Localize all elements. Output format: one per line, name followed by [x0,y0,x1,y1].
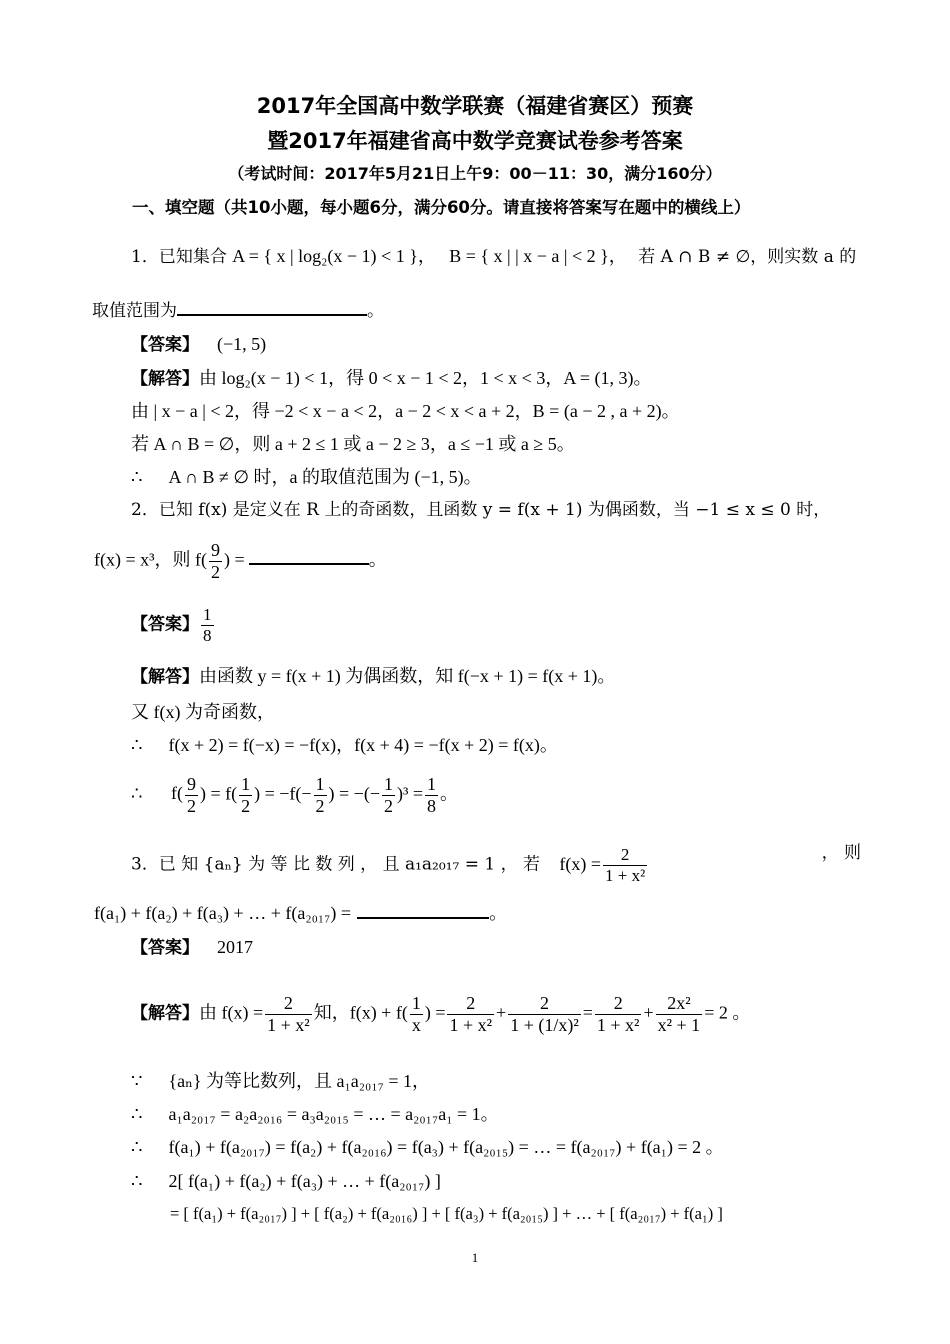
answer-blank[interactable] [249,549,369,565]
therefore-symbol: ∴ [131,1171,143,1191]
q3-stem-2: f(a₁) + f(a₂) + f(a₃) + … + f(a₂₀₁₇) = 。 [94,903,508,923]
page-number: 1 [471,1250,479,1265]
q3-solution-4: ∴ f(a₁) + f(a₂₀₁₇) = f(a₂) + f(a₂₀₁₆) = f(a₃) + f(a₂₀₁₅) = … = f(a₂₀₁₇) + f(a₁) = 2 。 [131,1137,724,1157]
answer-blank[interactable] [357,903,489,919]
q2-solution-4: ∴ f( $\frac{9}{2}$ ) = f( $\frac{1}{2}$ ) = −f(− $\frac{1}{2}$ ) = −(− $\frac{1}{2}$ )³ = $\frac{1}{8}$ 。 [131,774,459,816]
q3-solution-2: ∵ {aₙ} 为等比数列，且 a₁a₂₀₁₇ = 1， [131,1071,431,1091]
because-symbol: ∵ [131,1071,143,1091]
answer-blank[interactable] [177,300,367,316]
fraction-1-8: $\frac{1}{8}$ [203,605,212,645]
q1-solution-2: 由 | x − a | < 2，得 −2 < x − a < 2，a − 2 < x < a + 2，B = (a − 2 , a + 2)。 [131,401,680,421]
q3-solution-5: ∴ 2[ f(a₁) + f(a₂) + f(a₃) + … + f(a₂₀₁₇) ] [131,1171,441,1191]
q3-solution-3: ∴ a₁a₂₀₁₇ = a₂a₂₀₁₆ = a₃a₂₀₁₅ = … = a₂₀₁₇a₁ = 1。 [131,1104,499,1124]
therefore-symbol: ∴ [131,467,143,487]
q3-answer: 【答案】 2017 [131,937,253,958]
q2-stem: 2．已知 f(x) 是定义在 R 上的奇函数，且函数 y = f(x + 1) 为偶函数，当 −1 ≤ x ≤ 0 时， [131,500,831,520]
therefore-symbol: ∴ [131,1137,143,1157]
therefore-symbol: ∴ [131,783,143,804]
q1-solution-3: 若 A ∩ B = ∅，则 a + 2 ≤ 1 或 a − 2 ≥ 3，a ≤ −1 或 a ≥ 5。 [131,434,575,454]
q2-answer: 【答案】 $\frac{1}{8}$ [131,605,212,645]
q3-stem: 3．已 知 {aₙ} 为 等 比 数 列 ， 且 a₁a₂₀₁₇ = 1 ， 若 f(x) = $\frac{2}{\text{1 + x²}}$ ， 则 [131,843,861,885]
therefore-symbol: ∴ [131,735,143,755]
q1-solution-1: 【解答】由 log₂(x − 1) < 1，得 0 < x − 1 < 2，1 < x < 3，A = (1, 3)。 [131,368,652,389]
q3-solution-6: = [ f(a₁) + f(a₂₀₁₇) ] + [ f(a₂) + f(a₂₀₁₆) ] + [ f(a₃) + f(a₂₀₁₅) ] + … + [ f(a₂₀₁₇) + f(a₁) ] [170,1204,723,1223]
title-line-2: 暨2017年福建省高中数学竞赛试卷参考答案 [267,129,683,153]
fraction-9-2: $\frac{9}{2}$ [211,540,221,582]
q1-stem: 1．已知集合 A = { x | log₂(x − 1) < 1 }， B = { x | | x − a | < 2 }， 若 A ∩ B ≠ ∅，则实数 a 的 [131,246,857,267]
q1-set-a: A = { x | log₂(x − 1) < 1 }， [232,246,436,266]
section-heading: 一、填空题（共10小题，每小题6分，满分60分。请直接将答案写在题中的横线上） [132,198,751,217]
q1-answer: 【答案】 (−1, 5) [131,334,267,355]
q2-stem-2: f(x) = x³，则 f( $\frac{9}{2}$ ) = 。 [94,540,387,582]
q1-stem-2: 取值范围为 。 [92,301,384,321]
q2-solution-1: 【解答】由函数 y = f(x + 1) 为偶函数，知 f(−x + 1) = f(x + 1)。 [131,666,616,687]
q2-solution-2: 又 f(x) 为奇函数， [131,702,275,722]
q1-solution-4: ∴ A ∩ B ≠ ∅ 时，a 的取值范围为 (−1, 5)。 [131,467,482,487]
exam-info: （考试时间：2017年5月21日上午9：00－11：30，满分160分） [228,164,722,183]
title-line-1: 2017年全国高中数学联赛（福建省赛区）预赛 [256,94,694,118]
q3-solution-1: 【解答】由 f(x) = $\frac{2}{\text{1 + x²}}$ 知，f(x) + f( $\frac{1}{x}$ ) = $\frac{2}{\text{1 + x²}}$ + $\frac{2}{\text{1 + (1/x)²}}$ = $\frac{2}{\text{1 + x²}}$ + $\frac{\text{2x²}}{\text{x² + 1}}$ = 2 。 [131,993,751,1035]
therefore-symbol: ∴ [131,1104,143,1124]
q2-solution-3: ∴ f(x + 2) = f(−x) = −f(x)，f(x + 4) = −f(x + 2) = f(x)。 [131,735,558,755]
q1-set-b: B = { x | | x − a | < 2 }， [449,246,627,266]
